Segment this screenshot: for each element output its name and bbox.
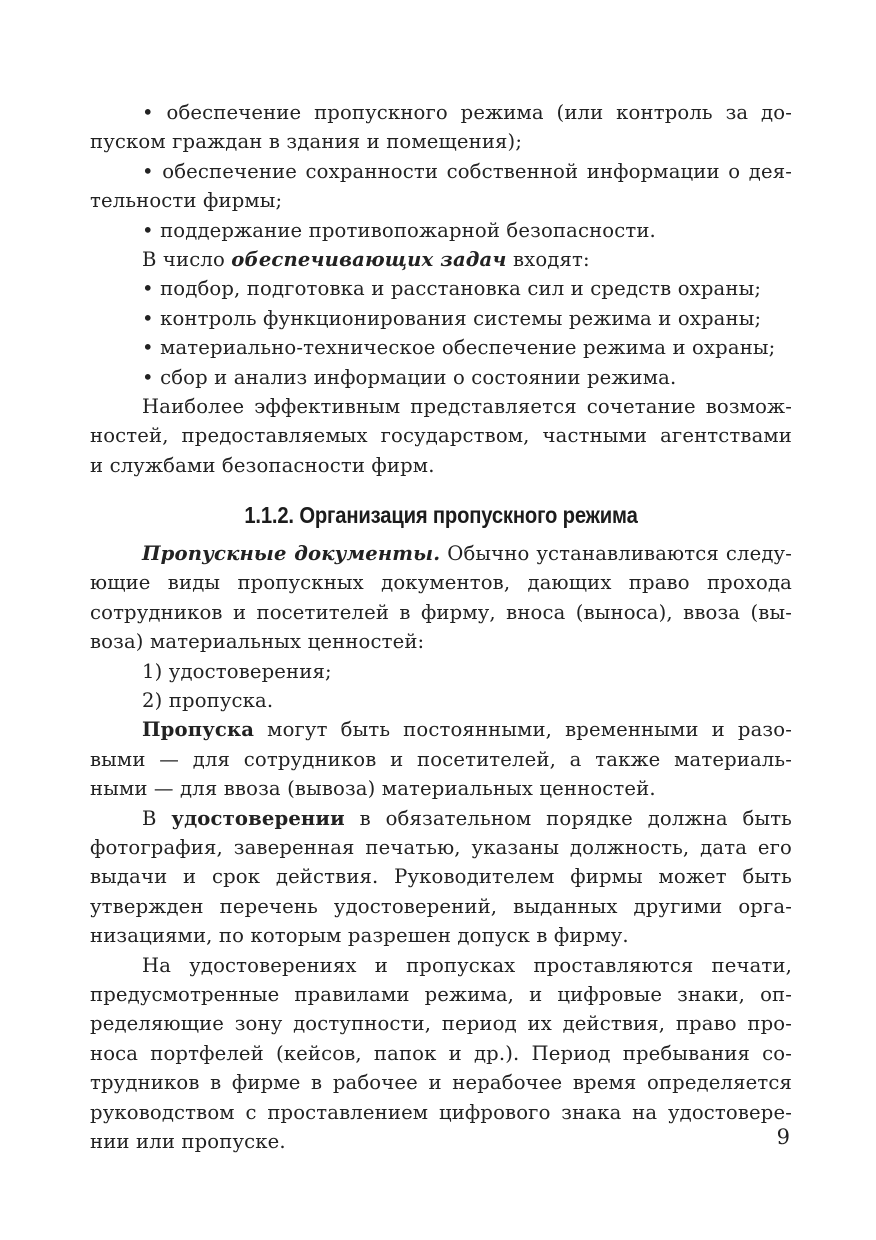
bold-term: Пропуска: [142, 718, 255, 742]
text-line: ределяющие зону доступности, период их действия, право про-: [90, 1012, 792, 1036]
numbered-list: [90, 657, 792, 716]
list-item: 1) удостоверения;: [142, 659, 332, 683]
emphasis-text: Пропускные документы.: [142, 542, 441, 566]
bold-term: удостоверении: [171, 806, 345, 830]
text-fragment: входят:: [506, 247, 590, 271]
paragraph: [90, 539, 792, 657]
paragraph: [90, 392, 792, 480]
text-line: низациями, по которым разрешен допуск в фирму.: [90, 924, 629, 948]
page-body: [90, 98, 792, 1156]
emphasis-text: обеспечивающих задач: [231, 247, 507, 271]
text-line: предусмотренные правилами режима, и цифровые знаки, оп-: [90, 982, 792, 1006]
text-line: • поддержание противопожарной безопасности.: [142, 218, 656, 242]
text-line: Наиболее эффективным представляется сочетание возмож-: [142, 394, 792, 418]
bullet-item: • подбор, подготовка и расстановка сил и средств охраны;: [142, 277, 762, 301]
bullet-item: • сбор и анализ информации о состоянии режима.: [142, 365, 677, 389]
text-line: ностей, предоставляемых государством, частными агентствами: [90, 424, 792, 448]
bullet-item: [90, 98, 792, 157]
text-line: пуском граждан в здания и помещения);: [90, 130, 523, 154]
text-line: [90, 539, 792, 568]
text-line: [90, 804, 792, 833]
text-line: ющие виды пропускных документов, дающих право прохода: [90, 571, 792, 595]
paragraph: [90, 715, 792, 803]
text-line: [90, 715, 792, 744]
text-line: нии или пропуске.: [90, 1129, 286, 1153]
text-line: воза) материальных ценностей:: [90, 630, 425, 654]
text-line: и службами безопасности фирм.: [90, 453, 435, 477]
paragraph: [90, 804, 792, 951]
bullet-item: [90, 216, 792, 245]
text-line: ными — для ввоза (вывоза) материальных ценностей.: [90, 777, 656, 801]
bullet-item: • материально-техническое обеспечение режима и охраны;: [142, 336, 776, 360]
text-fragment: В: [142, 806, 172, 830]
text-line: сотрудников и посетителей в фирму, вноса (выноса), ввоза (вы-: [90, 600, 792, 624]
text-line: выми — для сотрудников и посетителей, а также материаль-: [90, 747, 792, 771]
text-line: тельности фирмы;: [90, 189, 283, 213]
text-line: [90, 245, 792, 274]
intro-paragraph: [90, 245, 792, 274]
paragraph: [90, 951, 792, 1157]
text-line: • обеспечение пропускного режима (или контроль за до-: [142, 101, 792, 124]
bullet-item: [90, 157, 792, 216]
section-heading: 1.1.2. Организация пропускного режима: [244, 502, 638, 529]
text-line: фотография, заверенная печатью, указаны должность, дата его: [90, 835, 792, 859]
task-list: [90, 274, 792, 392]
text-line: руководством с проставлением цифрового знака на удостовере-: [90, 1100, 792, 1124]
text-line: утвержден перечень удостоверений, выданных другими орга-: [90, 894, 792, 918]
list-item: 2) пропуска.: [142, 689, 274, 713]
page-number: 9: [776, 1125, 790, 1149]
text-line: • обеспечение сохранности собственной информации о дея-: [142, 159, 792, 183]
text-fragment: В число: [142, 247, 232, 271]
bullet-item: • контроль функционирования системы режима и охраны;: [142, 306, 762, 330]
text-line: носа портфелей (кейсов, папок и др.). Период пребывания со-: [90, 1041, 792, 1065]
text-fragment: в обязательном порядке должна быть: [344, 806, 792, 830]
text-fragment: могут быть постоянными, временными и разо-: [254, 718, 792, 742]
text-line: трудников в фирме в рабочее и нерабочее время определяется: [90, 1071, 792, 1095]
text-fragment: Обычно устанавливаются следу-: [440, 542, 792, 566]
text-line: На удостоверениях и пропусках проставляются печати,: [142, 953, 792, 977]
text-line: выдачи и срок действия. Руководителем фирмы может быть: [90, 865, 792, 889]
